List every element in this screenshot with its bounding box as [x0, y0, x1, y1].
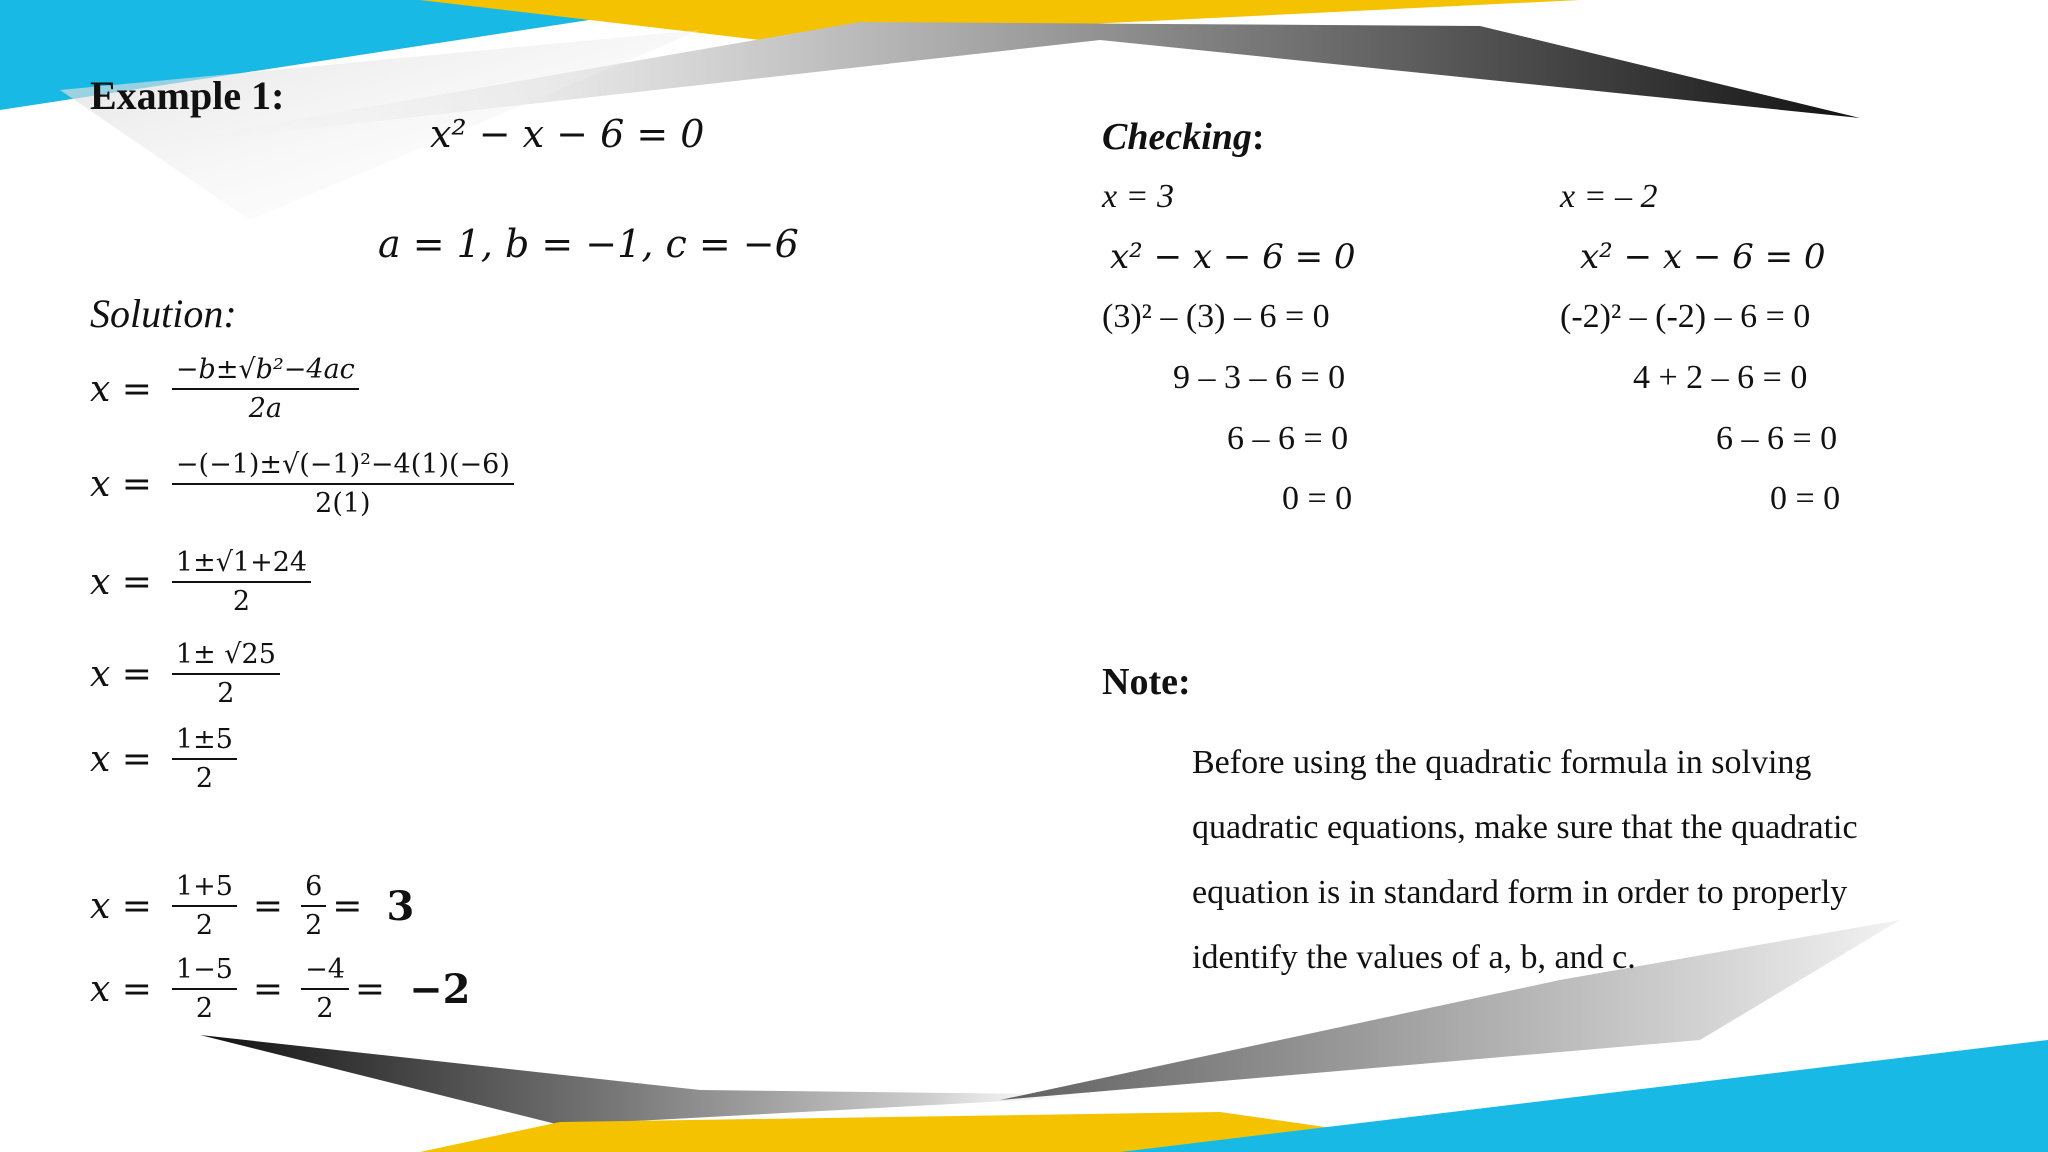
fraction-denominator: 2	[316, 992, 334, 1024]
note-line: Before using the quadratic formula in solving	[1192, 744, 1812, 781]
check-right-reduce: 6 – 6 = 0	[1716, 420, 1838, 457]
solution-step-5	[90, 725, 243, 793]
fraction-numerator: −b±√b²−4ac	[172, 355, 359, 390]
result-positive	[90, 872, 414, 940]
checking-heading: Checking:	[1102, 116, 1265, 158]
check-right-result: 0 = 0	[1770, 480, 1841, 517]
note-line: quadratic equations, make sure that the quadratic	[1192, 809, 1858, 846]
step-lhs: x =	[90, 653, 152, 695]
note-line: identify the values of a, b, and c.	[1192, 939, 1636, 976]
equals-sign: =	[252, 885, 284, 927]
fraction-numerator: 1+5	[172, 872, 237, 907]
fraction-denominator: 2	[195, 762, 213, 794]
check-right-simplify: 4 + 2 – 6 = 0	[1633, 359, 1808, 396]
result-negative	[90, 955, 470, 1023]
note-line: equation is in standard form in order to properly	[1192, 874, 1848, 911]
fraction-numerator: −(−1)±√(−1)²−4(1)(−6)	[172, 450, 514, 485]
result-value: 3	[386, 882, 415, 930]
equals-sign: =	[252, 968, 284, 1010]
result-value: −2	[409, 965, 471, 1013]
fraction-denominator: 2	[305, 909, 323, 941]
check-left-equation: x² − x − 6 = 0	[1110, 237, 1356, 277]
check-left-root: x = 3	[1102, 178, 1175, 215]
fraction-numerator: 1−5	[172, 955, 237, 990]
fraction	[172, 548, 311, 616]
fraction	[172, 872, 237, 940]
fraction-denominator: 2a	[248, 392, 282, 424]
fraction	[172, 725, 237, 793]
fraction	[172, 640, 280, 708]
step-lhs: x =	[90, 968, 152, 1010]
fraction-numerator: −4	[301, 955, 349, 990]
solution-label: Solution:	[90, 291, 237, 336]
equals-sign: =	[332, 885, 363, 927]
check-left-reduce: 6 – 6 = 0	[1227, 420, 1349, 457]
fraction	[172, 355, 359, 423]
fraction-denominator: 2	[195, 992, 213, 1024]
check-right-equation: x² − x − 6 = 0	[1580, 237, 1826, 277]
fraction-denominator: 2	[195, 909, 213, 941]
solution-step-1	[90, 355, 365, 423]
fraction-numerator: 1±√1+24	[172, 548, 311, 583]
fraction	[172, 450, 514, 518]
step-lhs: x =	[90, 368, 152, 410]
fraction	[301, 872, 326, 940]
step-lhs: x =	[90, 463, 152, 505]
check-left-simplify: 9 – 3 – 6 = 0	[1173, 359, 1346, 396]
fraction	[301, 955, 349, 1023]
example-equation: x² − x − 6 = 0	[430, 112, 705, 156]
solution-step-4	[90, 640, 286, 708]
fraction	[172, 955, 237, 1023]
step-lhs: x =	[90, 561, 152, 603]
bottom-grey-wedge	[200, 1035, 1120, 1125]
fraction-numerator: 1± √25	[172, 640, 280, 675]
check-left-result: 0 = 0	[1282, 480, 1353, 517]
checking-label: Checking	[1102, 116, 1252, 158]
fraction-denominator: 2	[232, 585, 251, 617]
coefficients-line: a = 1, b = −1, c = −6	[378, 222, 799, 266]
note-label: Note:	[1102, 661, 1191, 703]
check-left-substitute: (3)² – (3) – 6 = 0	[1102, 298, 1330, 335]
check-right-root: x = – 2	[1560, 178, 1658, 215]
check-right-substitute: (-2)² – (-2) – 6 = 0	[1560, 298, 1811, 335]
example-title: Example 1:	[90, 73, 285, 118]
note-text	[1192, 730, 1858, 990]
fraction-numerator: 1±5	[172, 725, 237, 760]
step-lhs: x =	[90, 885, 152, 927]
equals-sign: =	[354, 968, 386, 1010]
fraction-denominator: 2	[217, 677, 235, 709]
fraction-numerator: 6	[301, 872, 326, 907]
solution-step-2	[90, 450, 520, 518]
fraction-denominator: 2(1)	[315, 487, 371, 519]
step-lhs: x =	[90, 738, 152, 780]
solution-step-3	[90, 548, 317, 616]
